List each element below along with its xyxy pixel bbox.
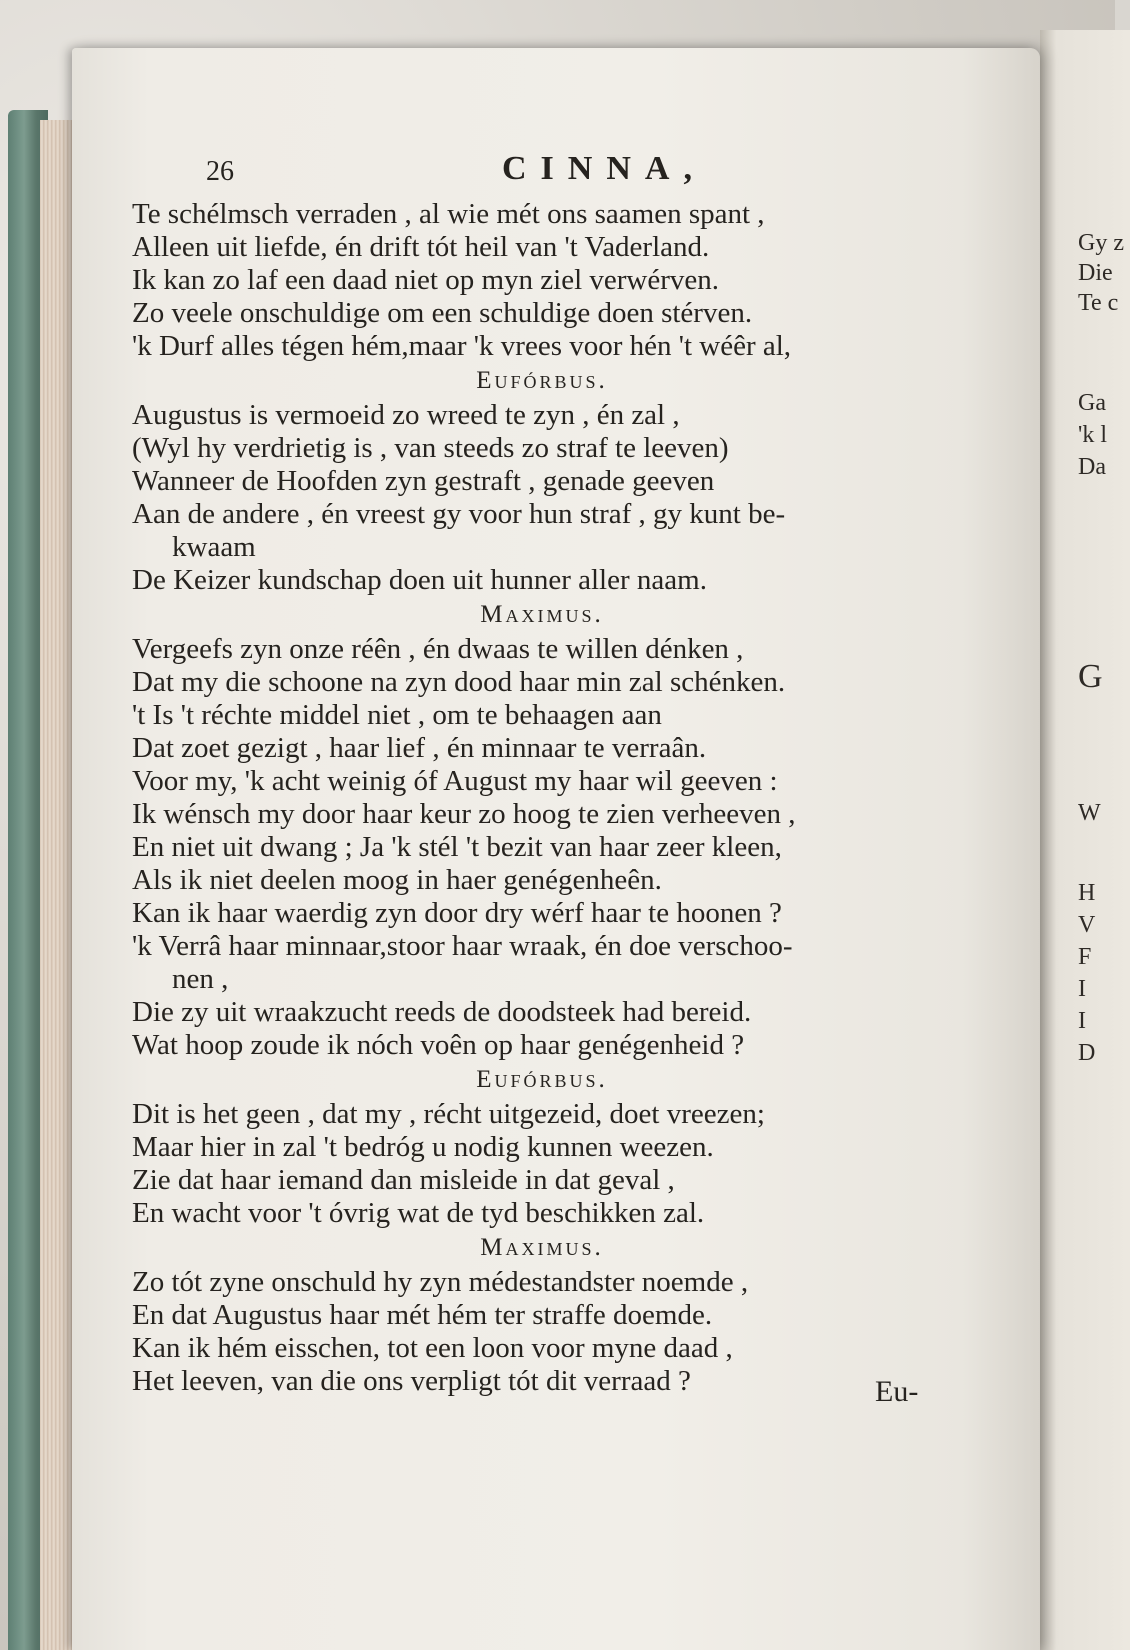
page-header <box>132 150 952 198</box>
facing-fragment: 'k l <box>1078 422 1107 448</box>
verse-body <box>132 198 952 1398</box>
speaker-heading: Maximus. <box>480 601 604 628</box>
verse-line: Wat hoop zoude ik nóch voên op haar genégenheid ? <box>132 1029 745 1061</box>
verse-line: Kan ik haar waerdig zyn door dry wérf haar te hoonen ? <box>132 897 782 929</box>
verse-line: Zo tót zyne onschuld hy zyn médestandster noemde , <box>132 1266 749 1298</box>
verse-line: Augustus is vermoeid zo wreed te zyn , én zal , <box>132 399 680 431</box>
verse-line: (Wyl hy verdrietig is , van steeds zo straf te leeven) <box>132 432 729 464</box>
verse-line-continuation: nen , <box>172 963 229 995</box>
verse-line: Kan ik hém eisschen, tot een loon voor myne daad , <box>132 1332 733 1364</box>
catchword: Eu- <box>875 1375 919 1408</box>
facing-fragment: Gy z <box>1078 230 1124 256</box>
verse-line: Te schélmsch verraden , al wie mét ons saamen spant , <box>132 198 765 230</box>
verse-line: Dit is het geen , dat my , récht uitgezeid, doet vreezen; <box>132 1098 765 1130</box>
running-title: CINNA, <box>502 150 706 187</box>
page-text <box>132 150 952 1398</box>
verse-line: 't Is 't réchte middel niet , om te behaagen aan <box>132 699 662 731</box>
verse-line: En niet uit dwang ; Ja 'k stél 't bezit van haar zeer kleen, <box>132 831 782 863</box>
facing-fragment: Da <box>1078 454 1106 480</box>
speaker-heading: Maximus. <box>480 1234 604 1261</box>
page-number: 26 <box>206 156 234 187</box>
facing-fragment: W <box>1078 800 1101 826</box>
speaker-heading: Eufórbus. <box>476 367 608 394</box>
facing-fragment: G <box>1078 658 1103 695</box>
verse-line: 'k Durf alles tégen hém,maar 'k vrees voor hén 't wéêr al, <box>132 330 792 362</box>
verse-line: Alleen uit liefde, én drift tót heil van 't Vaderland. <box>132 231 710 263</box>
verse-line: Vergeefs zyn onze réên , én dwaas te willen dénken , <box>132 633 744 665</box>
verse-line: Dat zoet gezigt , haar lief , én minnaar te verraân. <box>132 732 707 764</box>
speaker-heading: Eufórbus. <box>476 1066 608 1093</box>
verse-line: En dat Augustus haar mét hém ter straffe doemde. <box>132 1299 713 1331</box>
facing-fragment: H <box>1078 880 1096 906</box>
facing-page <box>1040 30 1130 1650</box>
verse-line: En wacht voor 't óvrig wat de tyd beschikken zal. <box>132 1197 705 1229</box>
verse-line: Ik wénsch my door haar keur zo hoog te zien verheeven , <box>132 798 796 830</box>
verse-line: Maar hier in zal 't bedróg u nodig kunnen weezen. <box>132 1131 714 1163</box>
verse-line: Voor my, 'k acht weinig óf August my haar wil geeven : <box>132 765 778 797</box>
verse-line: Zo veele onschuldige om een schuldige doen stérven. <box>132 297 753 329</box>
facing-fragment: V <box>1078 912 1096 938</box>
facing-fragment: Die <box>1078 260 1113 286</box>
facing-fragment: I <box>1078 976 1086 1002</box>
verse-line: 'k Verrâ haar minnaar,stoor haar wraak, én doe verschoo- <box>132 930 793 962</box>
verse-line: Dat my die schoone na zyn dood haar min zal schénken. <box>132 666 786 698</box>
verse-line: Ik kan zo laf een daad niet op myn ziel verwérven. <box>132 264 719 296</box>
verse-line: Het leeven, van die ons verpligt tót dit verraad ? <box>132 1365 691 1397</box>
verse-line-continuation: kwaam <box>172 531 256 563</box>
verse-line: Zie dat haar iemand dan misleide in dat geval , <box>132 1164 675 1196</box>
verse-line: De Keizer kundschap doen uit hunner aller naam. <box>132 564 707 596</box>
facing-fragment: F <box>1078 944 1092 970</box>
facing-fragment: Ga <box>1078 390 1106 416</box>
verse-line: Als ik niet deelen moog in haer genégenheên. <box>132 864 662 896</box>
facing-fragment: I <box>1078 1008 1086 1034</box>
verse-line: Die zy uit wraakzucht reeds de doodsteek had bereid. <box>132 996 752 1028</box>
verse-line: Wanneer de Hoofden zyn gestraft , genade geeven <box>132 465 715 497</box>
facing-fragment: Te c <box>1078 290 1119 316</box>
facing-fragment: D <box>1078 1040 1096 1066</box>
verse-line: Aan de andere , én vreest gy voor hun straf , gy kunt be- <box>132 498 786 530</box>
